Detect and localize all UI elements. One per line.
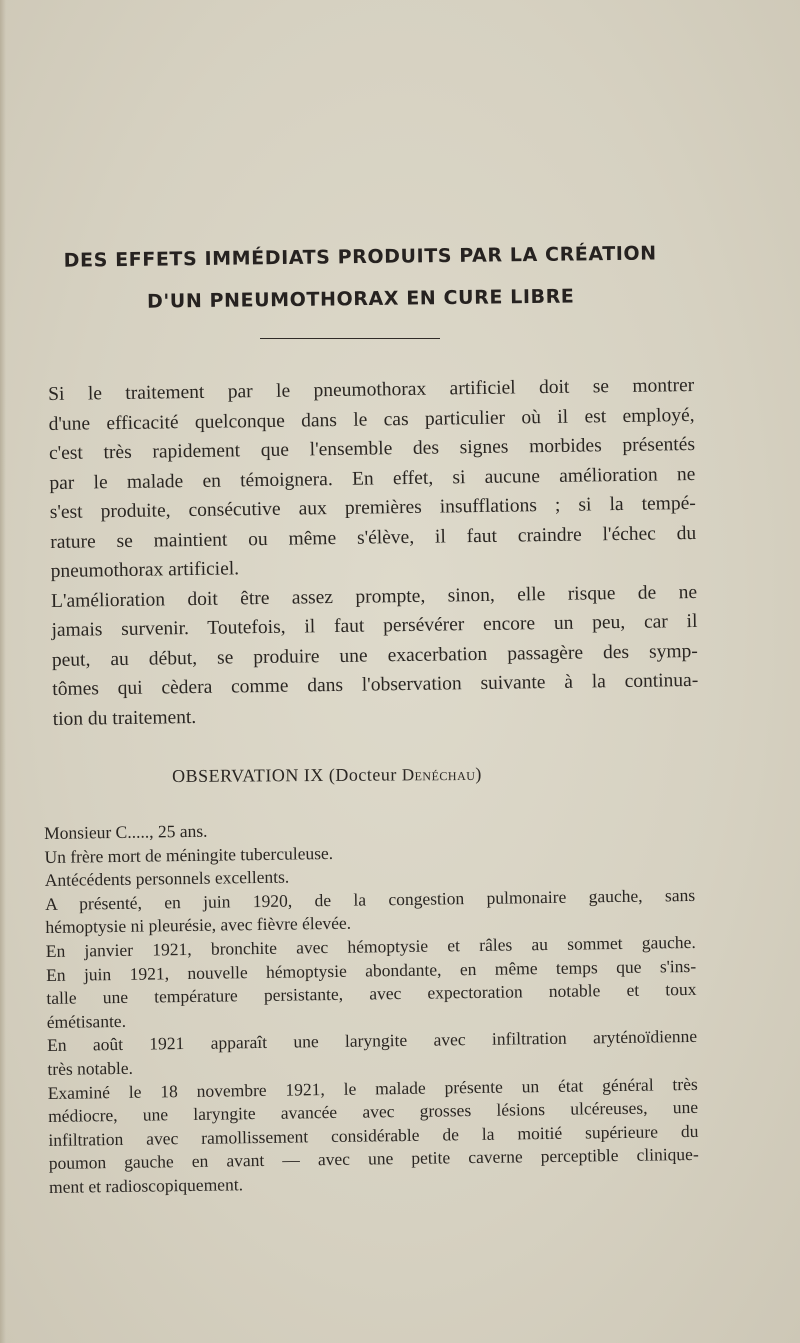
observation-heading-main: OBSERVATION IX (Docteur	[172, 764, 402, 786]
chapter-title	[40, 232, 681, 324]
observation-line: Un frère mort de méningite tuberculeuse.	[44, 842, 334, 867]
page-edge-shadow	[0, 0, 6, 1343]
observation-line: hémoptysie ni pleurésie, avec fièvre élevée.	[45, 913, 352, 938]
intro-line: d'une efficacité quelconque dans le cas particulier où il est employé,	[48, 404, 695, 435]
observation-line: En août 1921 apparaît une laryngite avec infiltration aryténoïdienne	[46, 1026, 698, 1056]
intro-line: tion du traitement.	[52, 706, 197, 730]
observation-line: Examiné le 18 novembre 1921, le malade présente un état général très	[47, 1073, 698, 1103]
observation-line: talle une température persistante, avec expectoration notable et toux	[46, 979, 697, 1009]
intro-line: c'est très rapidement que l'ensemble des signes morbides présentés	[48, 433, 696, 464]
intro-line: s'est produite, consécutive aux premières insufflations ; si la tempé-	[49, 492, 696, 523]
title-divider	[260, 338, 440, 339]
observation-body	[44, 813, 699, 1200]
intro-line: tômes qui cèdera comme dans l'observation suivante à la continua-	[52, 669, 699, 700]
intro-line: Si le traitement par le pneumothorax artificiel doit se montrer	[48, 374, 695, 405]
observation-line: ment et radioscopiquement.	[48, 1174, 244, 1197]
title-line-1: DES EFFETS IMMÉDIATS PRODUITS PAR LA CRÉATION	[63, 242, 657, 272]
observation-line: très notable.	[47, 1057, 134, 1079]
observation-line: infiltration avec ramollissement considérable de la moitié supérieure du	[48, 1120, 699, 1150]
observation-line: En janvier 1921, bronchite avec hémoptysie et râles au sommet gauche.	[45, 931, 696, 961]
observation-doctor-name: Denéchau	[401, 764, 476, 785]
intro-line: par le malade en témoignera. En effet, si aucune amélioration ne	[49, 463, 696, 494]
intro-line: rature se maintient ou même s'élève, il faut craindre l'échec du	[50, 522, 697, 553]
observation-heading	[172, 763, 572, 787]
title-line-2: D'UN PNEUMOTHORAX EN CURE LIBRE	[146, 285, 575, 313]
intro-paragraph	[48, 371, 699, 734]
observation-line: émétisante.	[46, 1010, 127, 1032]
observation-line: poumon gauche en avant — avec une petite caverne perceptible clinique-	[48, 1144, 699, 1174]
observation-line: A présenté, en juin 1920, de la congestion pulmonaire gauche, sans	[45, 884, 696, 914]
observation-line: Antécédents personnels excellents.	[44, 866, 290, 891]
intro-line: L'amélioration doit être assez prompte, sinon, elle risque de ne	[50, 581, 698, 612]
intro-line: jamais survenir. Toutefois, il faut persévérer encore un peu, car il	[51, 610, 698, 641]
intro-line: peut, au début, se produire une exacerbation passagère des symp-	[51, 640, 698, 671]
observation-line: médiocre, une laryngite avancée avec grosses lésions ulcéreuses, une	[47, 1097, 699, 1127]
observation-heading-end: )	[475, 763, 482, 784]
intro-line: pneumothorax artificiel.	[50, 558, 240, 582]
observation-line: Monsieur C....., 25 ans.	[44, 820, 208, 843]
observation-line: En juin 1921, nouvelle hémoptysie abondante, en même temps que s'ins-	[45, 955, 697, 985]
